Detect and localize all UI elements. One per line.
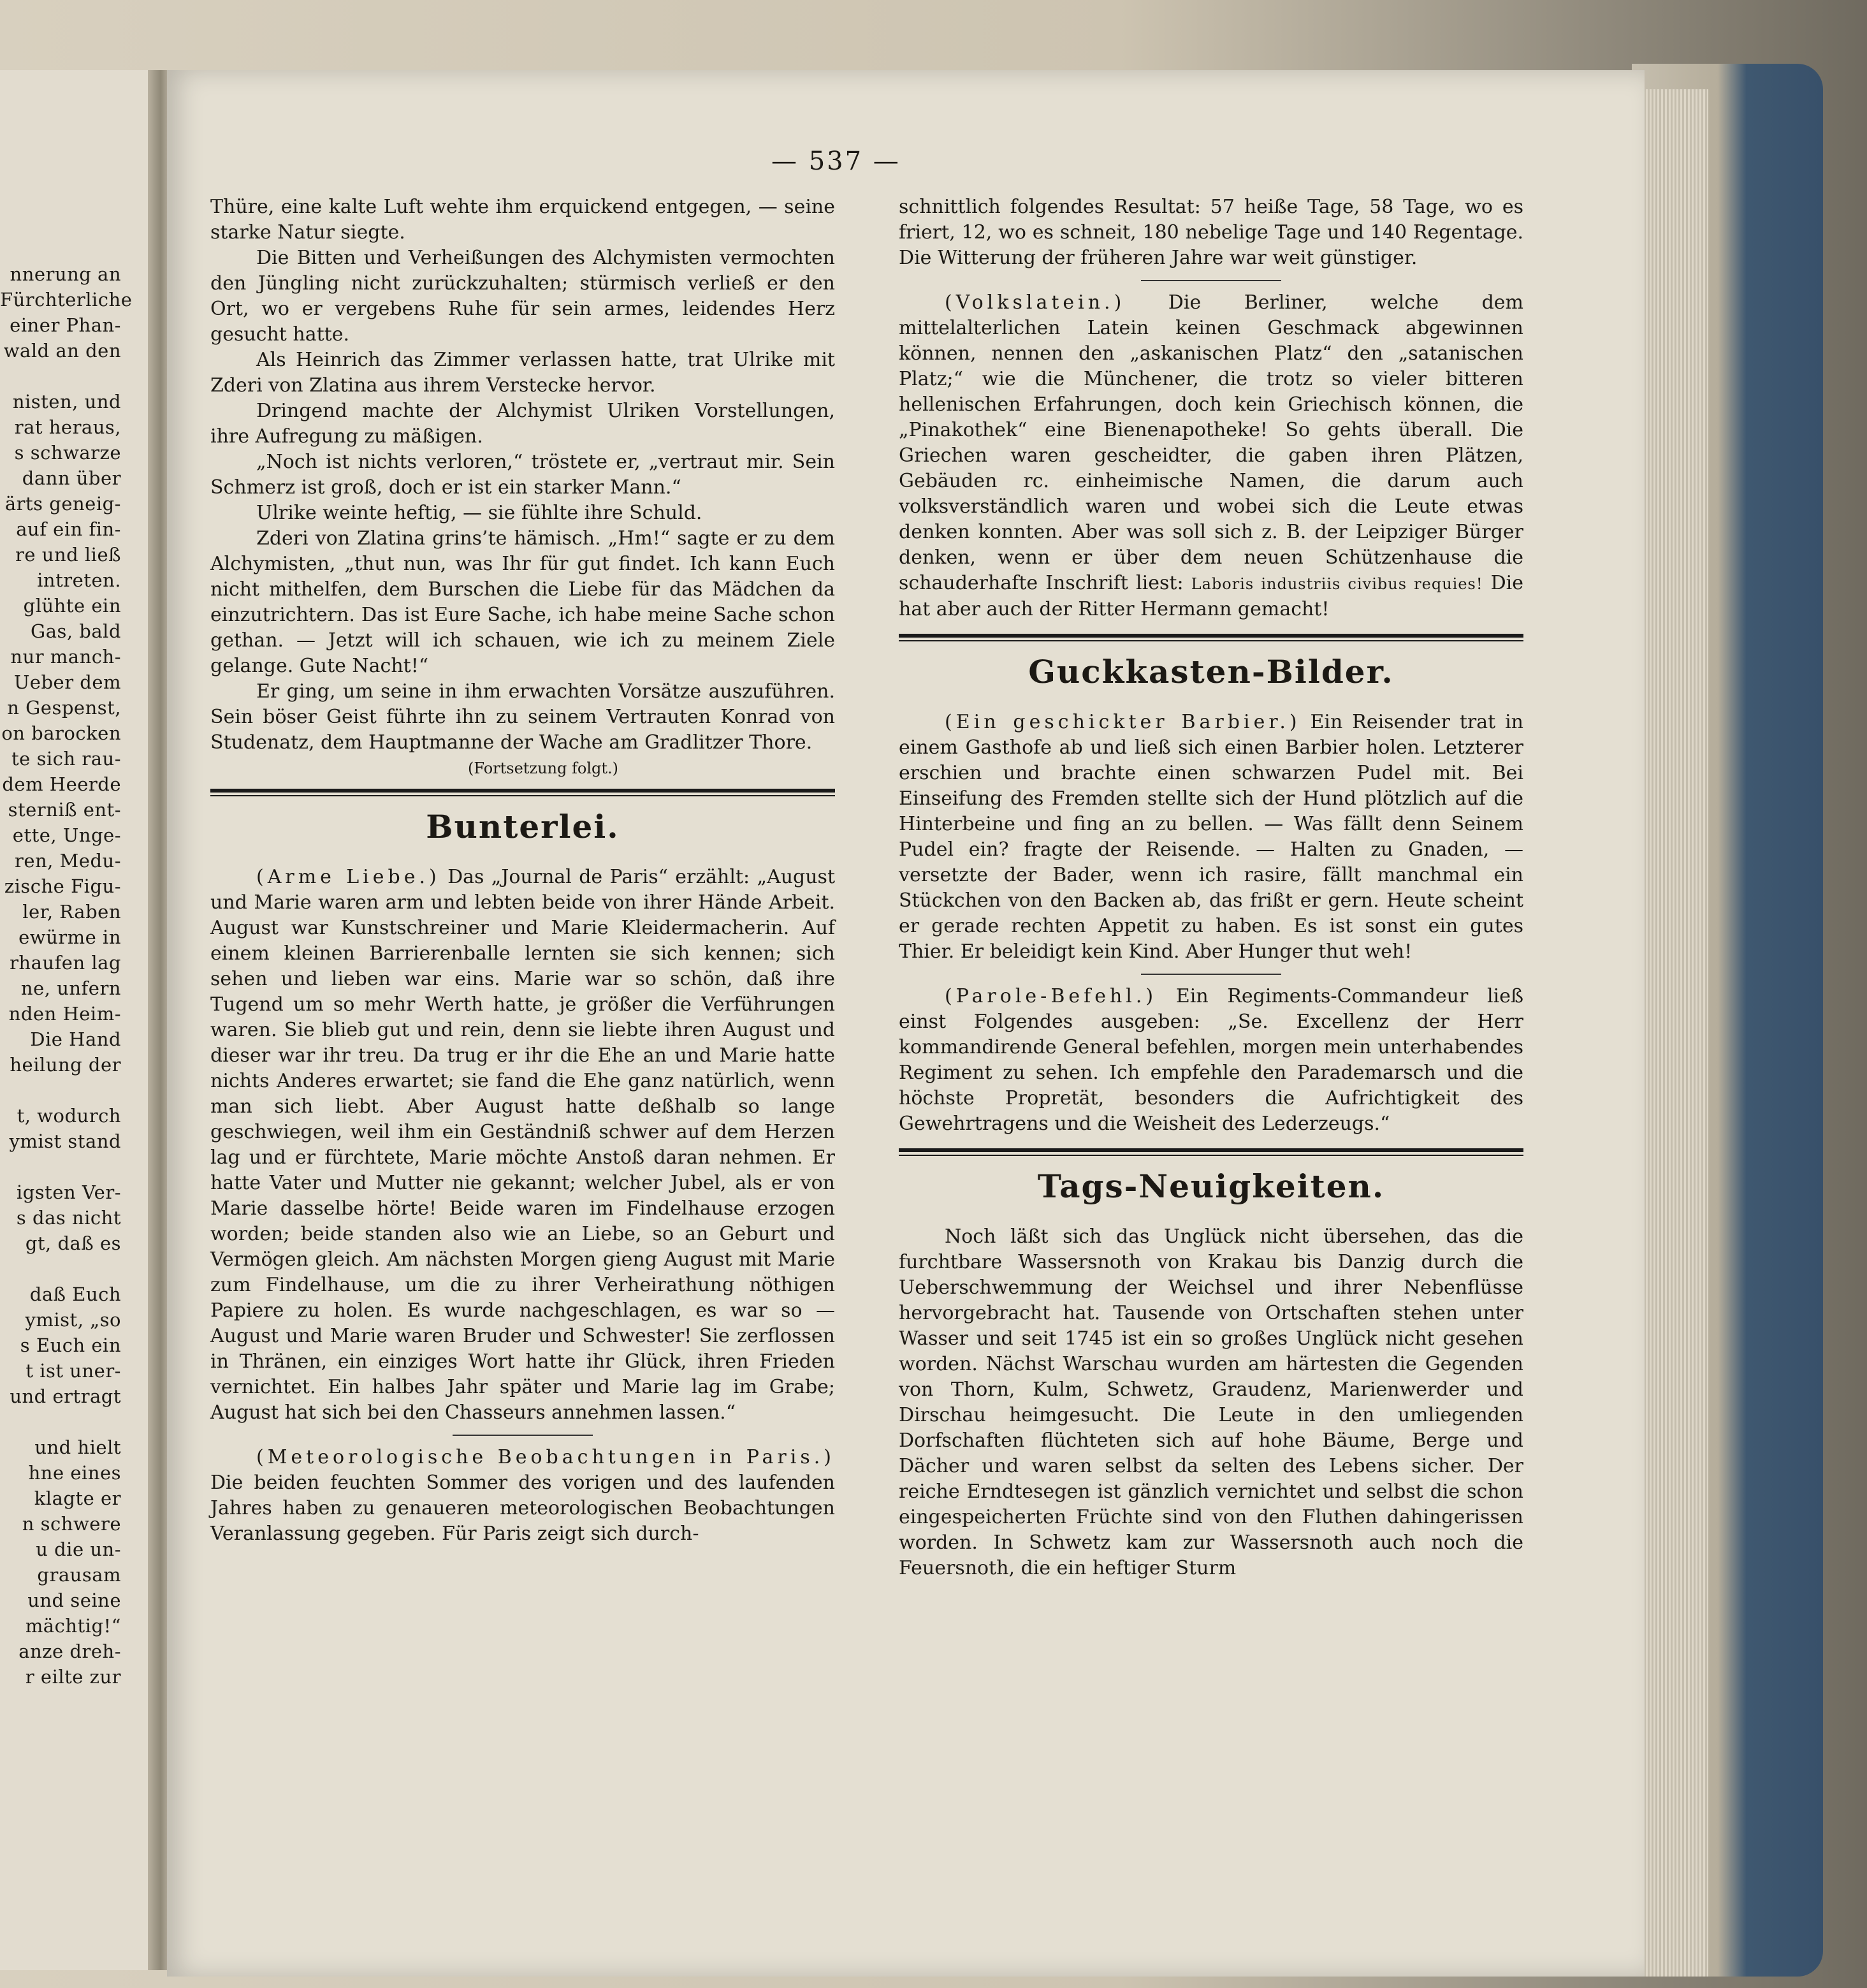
heading-tags-neuigkeiten: Tags-Neuigkeiten. <box>1037 1167 1385 1205</box>
left-page-line: zische Figu- <box>4 875 121 897</box>
left-page-line: gt, daß es <box>25 1232 121 1254</box>
left-page-line: anze dreh- <box>18 1641 121 1662</box>
left-page-line: wald an den <box>3 340 121 362</box>
left-column <box>210 194 835 1547</box>
left-page-line: dann über <box>22 467 121 489</box>
left-page-line: nden Heim- <box>8 1003 121 1025</box>
article-title: (Parole-Befehl.) <box>945 985 1158 1007</box>
left-page-line: Die Hand <box>30 1028 121 1050</box>
section-rule <box>210 789 835 796</box>
story-continuation <box>210 194 835 756</box>
left-page-line: te sich rau- <box>11 748 121 770</box>
section-rule <box>899 1148 1523 1156</box>
left-page-line: n schwere <box>22 1513 121 1535</box>
left-page-line: ymist, „so <box>25 1309 121 1331</box>
article-parole <box>899 984 1523 1137</box>
article-body: Das „Journal de Paris“ erzählt: „August und Marie waren arm und lebten beide von ihrer Hände Arbeit. August war Kunstschreiner und Marie Kleidermacherin. Auf einem kleinen Barrierenballe lernten sie sich kennen; sich sehen und lieben war eins. Marie war so schön, daß ihre Tugend um so mehr Werth hatte, je größer die Verführungen waren. Sie blieb gut und rein, denn sie liebte ihren August und dieser war ihr treu. Da trug er ihr die Ehe an und Marie hatte nichts Anderes erwartet; sie fand die Ehe ganz natürlich, wenn man sich liebt. Aber August hatte deßhalb so lange geschwiegen, weil ihm ein Geständniß schwer auf dem Herzen lag und er fürchtete, Marie möchte Anstoß daran nehmen. Er hatte Vater und Mutter nie gekannt; welcher Jubel, als er von Marie dasselbe hörte! Beide waren im Findelhause erzogen worden; beide standen also wie an Liebe, so an Geburt und Vermögen gleich. Am nächsten Morgen gieng August mit Marie zum Findelhause, um die zu ihrer Verheirathung nöthigen Papiere zu holen. Es wurde nachgeschlagen, es war so — August und Marie waren Bruder und Schwester! Sie zerflossen in Thränen, ein einziges Wort hatte ihr Glück, ihren Frieden vernichtet. Ein halbes Jahr später und Marie lag im Grabe; August hat sich bei den Chasseurs annehmen lassen.“ <box>210 866 835 1424</box>
story-paragraph: „Noch ist nichts verloren,“ tröstete er, „vertraut mir. Sein Schmerz ist groß, doch er ist ein starker Mann.“ <box>210 451 835 499</box>
article-divider <box>1141 974 1281 975</box>
article-arme-liebe <box>210 865 835 1426</box>
left-page-line: nnerung an <box>10 263 121 285</box>
left-page-line: ren, Medu- <box>14 850 121 872</box>
left-page-line: daß Euch <box>29 1283 121 1305</box>
story-paragraph: Dringend machte der Alchymist Ulriken Vorstellungen, ihre Aufregung zu mäßigen. <box>210 400 835 448</box>
right-column <box>899 194 1523 1581</box>
left-page-line: s schwarze <box>14 442 121 464</box>
left-page-line: s Euch ein <box>20 1334 121 1356</box>
heading-guckkasten: Guckkasten-Bilder. <box>1028 653 1394 691</box>
left-page-text <box>0 261 148 1690</box>
article-title: (Ein geschickter Barbier.) <box>945 711 1301 733</box>
left-page-line: klagte er <box>34 1487 121 1509</box>
left-page-line: on barocken <box>1 722 121 744</box>
article-body-end: Die hat aber auch der Ritter Hermann gemacht! <box>899 572 1523 620</box>
left-page-line: glühte ein <box>23 595 121 617</box>
left-page-line <box>0 1409 148 1435</box>
section-rule <box>899 634 1523 641</box>
article-divider <box>1141 280 1281 281</box>
left-page-line: einer Phan- <box>10 314 121 336</box>
left-page-line: igsten Ver- <box>16 1181 121 1203</box>
article-tags: Noch läßt sich das Unglück nicht übersehen, das die furchtbare Wassersnoth von Krakau bis Danzig durch die Ueberschwemmung der Weichsel und ihrer Nebenflüsse hervorgebracht hat. Tausende von Ortschaften stehen unter Wasser und seit 1745 ist ein so großes Unglück nicht gesehen worden. Nächst Warschau wurden am härtesten die Gegenden von Thorn, Kulm, Schwetz, Graudenz, Marienwerder und Dirschau heimgesucht. Die Leute in den umliegenden Dorfschaften flüchteten sich auf hohe Bäume, Berge und Dächer und waren selbst da selten des Lebens sicher. Der reiche Erndtesegen ist gänzlich vernichtet und selbst die schon eingespeicherten Früchte sind von den Fluthen dahingerissen worden. In Schwetz kam zur Wassersnoth auch noch die Feuersnoth, die ein heftiger Sturm <box>899 1225 1523 1579</box>
left-page-line: r eilte zur <box>25 1666 121 1688</box>
article-title: (Meteorologische Beobachtungen in Paris.) <box>256 1446 835 1468</box>
left-page-line: t ist uner- <box>25 1360 121 1382</box>
left-page-line: ette, Unge- <box>12 824 121 846</box>
left-page-line: Gas, bald <box>31 620 121 642</box>
article-body: Ein Regiments-Commandeur ließ einst Folgendes ausgeben: „Se. Excellenz der Herr kommandirende General befehlen, morgen mein unterhabendes Regiment zu sehen. Ich empfehle den Parademarsch und die höchste Propretät, besonders die Aufrichtigkeit des Gewehrtragens und die Weisheit des Lederzeugs.“ <box>899 985 1523 1135</box>
continuation-note: (Fortsetzung folgt.) <box>468 759 618 777</box>
left-page-line <box>0 1154 148 1180</box>
story-paragraph: Zderi von Zlatina grins’te hämisch. „Hm!“ sagte er zu dem Alchymisten, „thut nun, was Ihr für gut findet. Ich kann Euch nicht mithelfen, dem Burschen die Liebe für das Mädchen da einzutrichtern. Das ist Eure Sache, ich habe meine Sache schon gethan. — Jetzt will ich schauen, wie ich zu meinem Ziele gelange. Gute Nacht!“ <box>210 527 835 677</box>
article-title: (Arme Liebe.) <box>256 866 440 888</box>
article-body: Ein Reisender trat in einem Gasthofe ab und ließ sich einen Barbier holen. Letzterer erschien und brachte einen schwarzen Pudel mit. Bei Einseifung des Fremden stellte sich der Hund plötzlich auf die Hinterbeine und fing an zu bellen. — Was fällt denn Seinem Pudel ein? fragte der Reisende. — Halten zu Gnaden, — versetzte der Bader, wenn ich rasire, fällt manchmal ein Stückchen von den Backen ab, das frißt er gern. Heute scheint er gerade rechten Appetit zu haben. Es ist sonst ein gutes Thier. Er beleidigt kein Kind. Aber Hunger thut weh! <box>899 711 1523 963</box>
article-body: Die Berliner, welche dem mittelalterlichen Latein keinen Geschmack abgewinnen können, nennen den „askanischen Platz“ den „satanischen Platz;“ wie die Münchener, die trotz so vieler bitteren hellenischen Erfahrungen, doch kein Griechisch können, die „Pinakothek“ eine Bienenapotheke! So gehts überall. Die Griechen waren gescheidter, die gaben ihren Plätzen, Gebäuden rc. einheimische Namen, die darum auch volksverständlich waren und wobei sich die Leute etwas denken konnten. Aber was soll sich z. B. der Leipziger Bürger denken, wenn er über dem neuen Schützenhause die schauderhafte Inschrift liest: <box>899 291 1523 594</box>
story-paragraph: Ulrike weinte heftig, — sie fühlte ihre Schuld. <box>256 502 702 524</box>
left-page-line: ärts geneig- <box>4 493 121 515</box>
left-page-line: nur manch- <box>10 646 121 668</box>
left-page-line: intreten. <box>37 569 121 591</box>
left-page-line: Fürchterliche <box>0 289 133 311</box>
left-page-line: heilung der <box>10 1054 121 1076</box>
article-divider <box>453 1435 593 1436</box>
left-page-line: t, wodurch <box>17 1105 121 1127</box>
left-page-line: nisten, und <box>12 391 121 413</box>
left-page-line: hne eines <box>28 1462 121 1484</box>
left-page-line: grausam <box>37 1564 121 1586</box>
left-page-line: ewürme in <box>18 926 121 948</box>
left-page <box>0 70 153 1970</box>
left-page-line: rhaufen lag <box>10 952 121 974</box>
left-page-line: mächtig!“ <box>25 1615 121 1637</box>
article-title: (Volkslatein.) <box>945 291 1126 314</box>
left-page-line: dem Heerde <box>2 773 121 795</box>
left-page-line: rat heraus, <box>14 416 121 438</box>
story-paragraph: Als Heinrich das Zimmer verlassen hatte, trat Ulrike mit Zderi von Zlatina aus ihrem Verstecke hervor. <box>210 349 835 397</box>
story-paragraph: Die Bitten und Verheißungen des Alchymisten vermochten den Jüngling nicht zurückzuhalten; stürmisch verließ er den Ort, wo er vergebens Ruhe für sein armes, leidendes Herz gesucht hatte. <box>210 247 835 346</box>
left-page-line <box>0 1256 148 1282</box>
left-page-line: ymist stand <box>9 1130 121 1152</box>
left-page-line: und hielt <box>34 1436 121 1458</box>
article-volkslatein <box>899 290 1523 622</box>
meteo-continued: schnittlich folgendes Resultat: 57 heiße Tage, 58 Tage, wo es friert, 12, wo es schneit, 180 nebelige Tage und 140 Regentage. Die Witterung der früheren Jahre war weit günstiger. <box>899 196 1523 269</box>
left-page-line: ler, Raben <box>22 901 121 923</box>
left-page-line: Ueber dem <box>13 671 121 693</box>
left-page-line: u die un- <box>36 1539 121 1560</box>
heading-bunterlei: Bunterlei. <box>426 808 620 845</box>
left-page-line: ne, unfern <box>20 977 121 999</box>
page-number: — 537 — <box>771 147 901 176</box>
left-page-line: und ertragt <box>10 1385 121 1407</box>
left-page-line <box>0 1078 148 1103</box>
left-page-line: sterniß ent- <box>8 799 121 821</box>
story-paragraph: Er ging, um seine in ihm erwachten Vorsätze auszuführen. Sein böser Geist führte ihn zu seinem Vertrauten Konrad von Studenatz, dem Hauptmanne der Wache am Gradlitzer Thore. <box>210 680 835 754</box>
left-page-line: s das nicht <box>16 1207 121 1229</box>
left-page-line: und seine <box>27 1590 121 1611</box>
article-barbier <box>899 710 1523 965</box>
left-page-line <box>0 363 148 389</box>
latin-inscription: Laboris industriis civibus requies! <box>1191 575 1483 593</box>
page-stack <box>1638 89 1708 1977</box>
left-page-line: n Gespenst, <box>7 697 121 719</box>
left-page-line: re und ließ <box>15 544 121 566</box>
left-page-line: auf ein fin- <box>16 518 121 540</box>
article-meteo <box>210 1445 835 1547</box>
story-paragraph: Thüre, eine kalte Luft wehte ihm erquickend entgegen, — seine starke Natur siegte. <box>210 196 835 244</box>
article-body: Die beiden feuchten Sommer des vorigen und des laufenden Jahres haben zu genaueren meteorologischen Beobachtungen Veranlassung gegeben. Für Paris zeigt sich durch- <box>210 1472 835 1545</box>
